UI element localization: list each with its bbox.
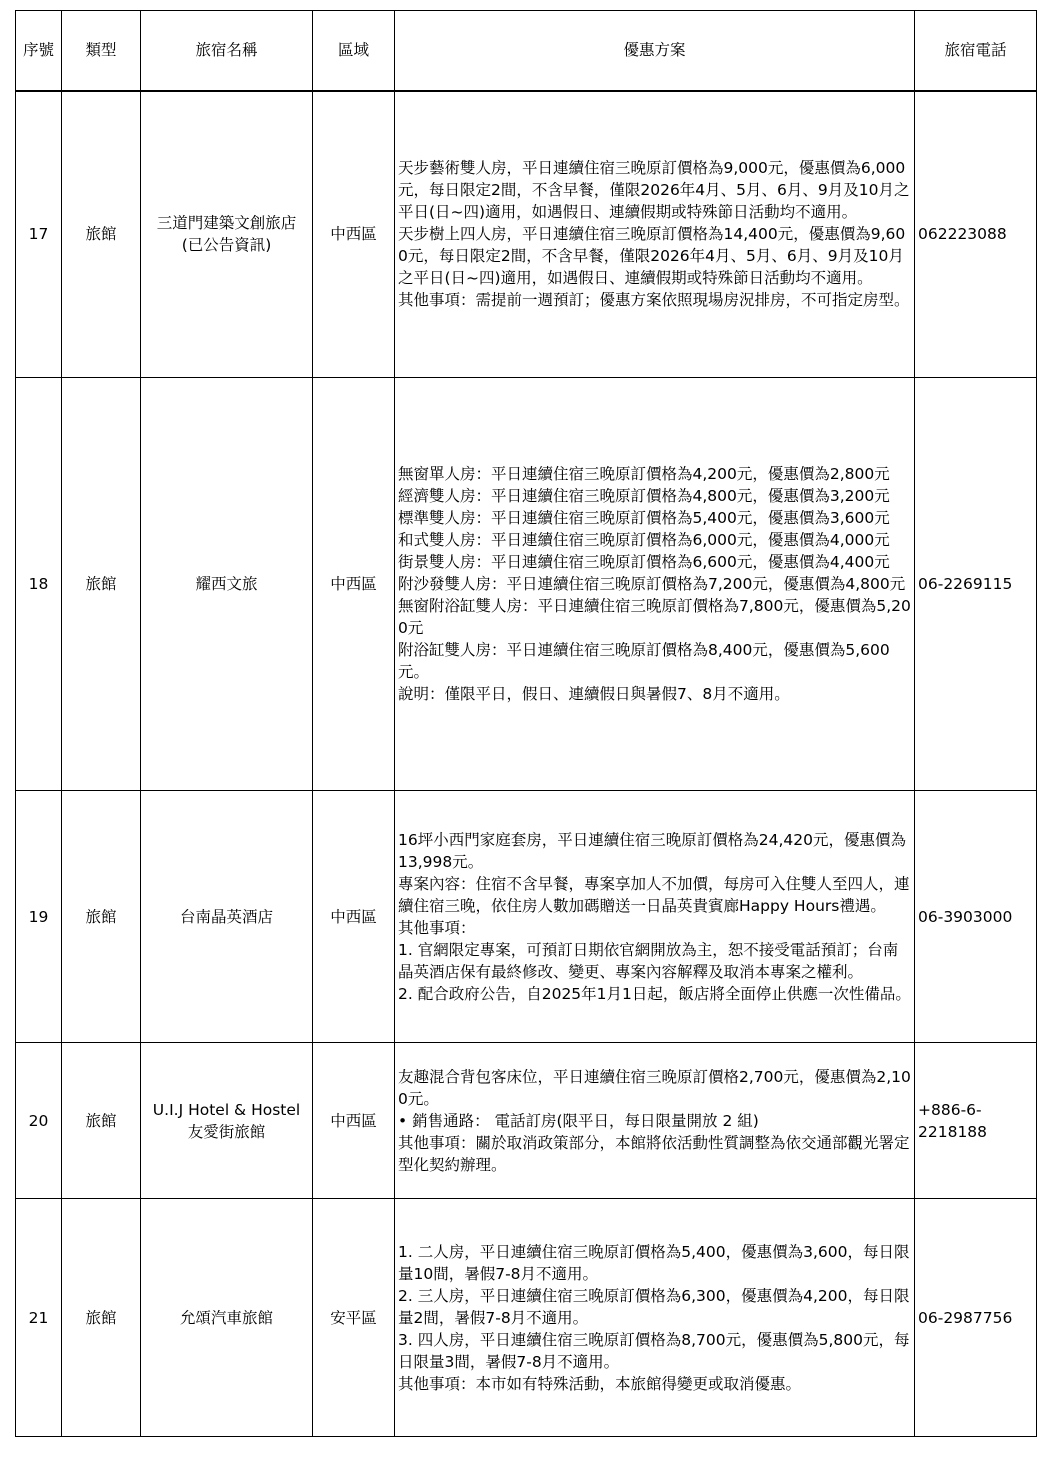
lodging-area: 中西區 bbox=[313, 1043, 395, 1199]
offer-line: 天步樹上四人房，平日連續住宿三晚原訂價格為14,400元，優惠價為9,600元，每日限定2間，不含早餐，僅限2026年4月、5月、6月、9月及10月之平日(日~四)適用，如遇假日、連續假期或特殊節日活動均不適用。 bbox=[398, 225, 906, 288]
header-name: 旅宿名稱 bbox=[141, 11, 313, 91]
table-row bbox=[16, 378, 1037, 791]
row-number: 18 bbox=[16, 378, 62, 791]
offer-line: 1. 二人房，平日連續住宿三晚原訂價格為5,400，優惠價為3,600，每日限量10間，暑假7-8月不適用。 bbox=[398, 1242, 910, 1283]
offer-line: 無窗附浴缸雙人房：平日連續住宿三晚原訂價格為7,800元，優惠價為5,200元 bbox=[398, 597, 911, 637]
lodging-name-line: U.I.J Hotel & Hostel bbox=[152, 1100, 301, 1119]
lodging-offers-table bbox=[15, 10, 1037, 1437]
offer-line: 友趣混合背包客床位，平日連續住宿三晚原訂價格2,700元，優惠價為2,100元。 bbox=[398, 1067, 911, 1108]
offer-line: 無窗單人房：平日連續住宿三晚原訂價格為4,200元，優惠價為2,800元 bbox=[398, 465, 890, 483]
offer-line: 標準雙人房：平日連續住宿三晚原訂價格為5,400元，優惠價為3,600元 bbox=[398, 509, 890, 527]
lodging-name-line: 三道門建築文創旅店 bbox=[156, 214, 297, 233]
offer-line: 16坪小西門家庭套房，平日連續住宿三晚原訂價格為24,420元，優惠價為13,998元。 bbox=[398, 830, 906, 871]
lodging-name bbox=[141, 91, 313, 378]
row-number: 19 bbox=[16, 791, 62, 1043]
offer-line: 3. 四人房，平日連續住宿三晚原訂價格為8,700元，優惠價為5,800元，每日限量3間，暑假7-8月不適用。 bbox=[398, 1330, 910, 1371]
phone-line: 062223088 bbox=[918, 225, 1007, 244]
row-number: 17 bbox=[16, 91, 62, 378]
offer-line: 2. 三人房，平日連續住宿三晚原訂價格為6,300，優惠價為4,200，每日限量2間，暑假7-8月不適用。 bbox=[398, 1286, 910, 1327]
phone-line: 06-2987756 bbox=[918, 1308, 1013, 1327]
lodging-name-line: (已公告資訊) bbox=[181, 236, 272, 255]
table-row bbox=[16, 1043, 1037, 1199]
lodging-name bbox=[141, 1043, 313, 1199]
lodging-area: 中西區 bbox=[313, 378, 395, 791]
offer-line: 說明：僅限平日，假日、連續假日與暑假7、8月不適用。 bbox=[398, 685, 790, 703]
offer-line: 1. 官網限定專案，可預訂日期依官網開放為主，恕不接受電話預訂；台南晶英酒店保有最終修改、變更、專案內容解釋及取消本專案之權利。 bbox=[398, 940, 899, 981]
table-row bbox=[16, 1199, 1037, 1437]
offer-details bbox=[395, 791, 915, 1043]
header-phone: 旅宿電話 bbox=[915, 11, 1037, 91]
table-row bbox=[16, 791, 1037, 1043]
lodging-type: 旅館 bbox=[62, 791, 141, 1043]
header-type: 類型 bbox=[62, 11, 141, 91]
offer-line: 附沙發雙人房：平日連續住宿三晚原訂價格為7,200元，優惠價為4,800元 bbox=[398, 575, 906, 593]
offer-line: • 銷售通路： 電話訂房(限平日，每日限量開放 2 組) bbox=[398, 1111, 759, 1130]
lodging-name bbox=[141, 378, 313, 791]
row-number: 21 bbox=[16, 1199, 62, 1437]
lodging-type: 旅館 bbox=[62, 1199, 141, 1437]
header-offer: 優惠方案 bbox=[395, 11, 915, 91]
offer-details bbox=[395, 378, 915, 791]
phone-line: 06-2269115 bbox=[918, 575, 1013, 593]
offer-line: 其他事項： bbox=[398, 918, 476, 937]
lodging-phone bbox=[915, 378, 1037, 791]
offer-details bbox=[395, 91, 915, 378]
lodging-name-line: 耀西文旅 bbox=[195, 575, 258, 593]
offer-line: 天步藝術雙人房，平日連續住宿三晚原訂價格為9,000元，優惠價為6,000元，每日限定2間，不含早餐，僅限2026年4月、5月、6月、9月及10月之平日(日~四)適用，如遇假日、連續假期或特殊節日活動均不適用。 bbox=[398, 159, 910, 222]
header-no: 序號 bbox=[16, 11, 62, 91]
phone-line: 2218188 bbox=[918, 1122, 988, 1141]
offer-line: 其他事項：關於取消政策部分，本館將依活動性質調整為依交通部觀光署定型化契約辦理。 bbox=[398, 1133, 910, 1174]
offer-line: 街景雙人房：平日連續住宿三晚原訂價格為6,600元，優惠價為4,400元 bbox=[398, 553, 890, 571]
offer-line: 專案內容：住宿不含早餐，專案享加人不加價，每房可入住雙人至四人，連續住宿三晚，依住房人數加碼贈送一日晶英貴賓廊Happy Hours禮遇。 bbox=[398, 874, 910, 915]
table-body bbox=[16, 91, 1037, 1437]
phone-line: +886-6- bbox=[918, 1100, 982, 1119]
lodging-phone bbox=[915, 91, 1037, 378]
offer-details bbox=[395, 1199, 915, 1437]
offer-line: 其他事項：需提前一週預訂；優惠方案依照現場房況排房，不可指定房型。 bbox=[398, 291, 910, 310]
header-row bbox=[16, 11, 1037, 91]
lodging-type: 旅館 bbox=[62, 1043, 141, 1199]
header-area: 區域 bbox=[313, 11, 395, 91]
phone-line: 06-3903000 bbox=[918, 907, 1013, 926]
lodging-name-line: 友愛街旅館 bbox=[187, 1122, 266, 1141]
lodging-area: 中西區 bbox=[313, 91, 395, 378]
table-row bbox=[16, 91, 1037, 378]
offer-details bbox=[395, 1043, 915, 1199]
lodging-phone bbox=[915, 1199, 1037, 1437]
offer-line: 2. 配合政府公告，自2025年1月1日起，飯店將全面停止供應一次性備品。 bbox=[398, 984, 911, 1003]
table-header bbox=[16, 11, 1037, 91]
lodging-area: 中西區 bbox=[313, 791, 395, 1043]
lodging-type: 旅館 bbox=[62, 91, 141, 378]
offer-line: 附浴缸雙人房：平日連續住宿三晚原訂價格為8,400元，優惠價為5,600元。 bbox=[398, 641, 890, 681]
offer-line: 經濟雙人房：平日連續住宿三晚原訂價格為4,800元，優惠價為3,200元 bbox=[398, 487, 890, 505]
lodging-name bbox=[141, 1199, 313, 1437]
lodging-area: 安平區 bbox=[313, 1199, 395, 1437]
lodging-type: 旅館 bbox=[62, 378, 141, 791]
row-number: 20 bbox=[16, 1043, 62, 1199]
lodging-name bbox=[141, 791, 313, 1043]
lodging-name-line: 允頌汽車旅館 bbox=[179, 1308, 273, 1327]
offer-line: 其他事項：本市如有特殊活動，本旅館得變更或取消優惠。 bbox=[398, 1374, 802, 1393]
lodging-name-line: 台南晶英酒店 bbox=[179, 907, 273, 926]
offer-line: 和式雙人房：平日連續住宿三晚原訂價格為6,000元，優惠價為4,000元 bbox=[398, 531, 890, 549]
lodging-phone bbox=[915, 791, 1037, 1043]
lodging-phone bbox=[915, 1043, 1037, 1199]
